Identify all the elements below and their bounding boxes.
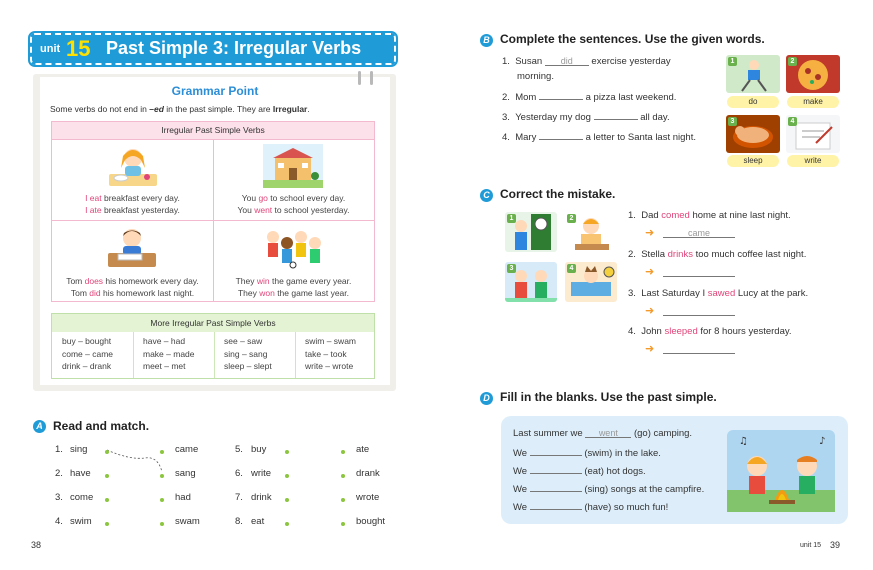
- match-word: eat: [251, 516, 265, 527]
- boy-homework-illustration: [104, 225, 160, 269]
- verb-column: buy – bought come – came drink – drank: [62, 336, 114, 371]
- match-dot[interactable]: [105, 522, 109, 526]
- d-item: Last summer we went (go) camping.: [513, 428, 693, 439]
- match-dot[interactable]: [285, 474, 289, 478]
- verb-column: have – had make – made meet – met: [143, 336, 195, 371]
- clip-icon: [370, 71, 373, 85]
- match-answer: bought: [356, 516, 386, 527]
- unit-number: 15: [66, 36, 91, 61]
- c-item: 4. John sleeped for 8 hours yesterday.: [628, 326, 792, 337]
- b-item: 4. Mary a letter to Santa last night.: [502, 132, 696, 143]
- unit-title: Past Simple 3: Irregular Verbs: [106, 38, 362, 58]
- unit-banner: [30, 33, 396, 65]
- match-dot[interactable]: [341, 498, 345, 502]
- svg-text:♫: ♫: [739, 436, 748, 447]
- section-badge: B: [480, 34, 493, 47]
- section-badge: D: [480, 392, 493, 405]
- campfire-illustration: [727, 430, 835, 512]
- match-dot[interactable]: [341, 474, 345, 478]
- girl-eating-illustration: [107, 144, 159, 188]
- match-word: swim: [70, 516, 92, 527]
- c-item: 3. Last Saturday I sawed Lucy at the park.: [628, 288, 809, 299]
- example-cell: They win the game every year. They won the game last year.: [213, 220, 374, 301]
- answer-blank[interactable]: [530, 446, 582, 456]
- grammar-intro: Some verbs do not end in –ed in the past simple. They are Irregular.: [50, 104, 310, 114]
- arrow-icon: ➜: [645, 305, 655, 317]
- unit-label: unit: [40, 43, 61, 55]
- d-item: We (swim) in the lake.: [513, 448, 661, 459]
- b-item: 2. Mom a pizza last weekend.: [502, 92, 677, 103]
- match-dot[interactable]: [105, 450, 109, 454]
- answer-blank[interactable]: went: [585, 428, 631, 438]
- exercise-picture: 3: [726, 115, 780, 153]
- match-answer: sang: [175, 468, 196, 479]
- d-item: We (have) so much fun!: [513, 502, 669, 513]
- arrow-icon: ➜: [645, 266, 655, 278]
- word-label: do: [727, 96, 779, 108]
- answer-blank[interactable]: [539, 90, 583, 100]
- footer-unit: unit 15: [800, 542, 822, 549]
- section-a-title: Read and match.: [53, 419, 150, 433]
- match-answer: wrote: [356, 492, 380, 503]
- b-item: 3. Yesterday my dog all day.: [502, 112, 670, 123]
- d-item: We (eat) hot dogs.: [513, 466, 646, 477]
- arrow-icon: ➜: [645, 227, 655, 239]
- svg-text:♪: ♪: [819, 436, 826, 447]
- grammar-point-title: Grammar Point: [171, 84, 259, 98]
- match-dot[interactable]: [160, 474, 164, 478]
- verb-column: see – saw sing – sang sleep – slept: [224, 336, 272, 371]
- match-dot[interactable]: [285, 498, 289, 502]
- arrow-icon: ➜: [645, 343, 655, 355]
- section-badge: C: [480, 189, 493, 202]
- match-dot[interactable]: [285, 450, 289, 454]
- correction-blank[interactable]: [663, 344, 735, 354]
- match-dot[interactable]: [160, 450, 164, 454]
- answer-blank[interactable]: [594, 110, 638, 120]
- match-dot[interactable]: [160, 522, 164, 526]
- correction-blank[interactable]: [663, 267, 735, 277]
- match-word: have: [70, 468, 91, 479]
- clip-icon: [358, 71, 361, 85]
- section-badge: A: [33, 420, 46, 433]
- b-item: 1. Susan did exercise yesterday: [502, 56, 671, 67]
- team-winning-illustration: [261, 225, 325, 269]
- more-table-header: More Irregular Past Simple Verbs: [52, 314, 374, 332]
- example-cell: Tom does his homework every day. Tom did his homework last night.: [52, 220, 213, 301]
- match-answer: had: [175, 492, 191, 503]
- match-dot[interactable]: [105, 474, 109, 478]
- word-label: make: [787, 96, 839, 108]
- irregular-table-header: Irregular Past Simple Verbs: [52, 122, 374, 139]
- correction-blank[interactable]: [663, 306, 735, 316]
- answer-blank[interactable]: [530, 482, 582, 492]
- match-dot[interactable]: [285, 522, 289, 526]
- exercise-picture: 4: [565, 262, 617, 302]
- exercise-picture: 2: [786, 55, 840, 93]
- match-word: drink: [251, 492, 272, 503]
- page-number-left: 38: [31, 540, 42, 550]
- c-item: 1. Dad comed home at nine last night.: [628, 210, 791, 221]
- irregular-verbs-table: [51, 121, 375, 302]
- c-item: 2. Stella drinks too much coffee last night.: [628, 249, 807, 260]
- section-b-title: Complete the sentences. Use the given words.: [500, 32, 765, 46]
- match-answer: ate: [356, 444, 370, 455]
- match-dot[interactable]: [341, 522, 345, 526]
- exercise-picture: 3: [505, 262, 557, 302]
- verb-column: swim – swam take – took write – wrote: [305, 336, 357, 371]
- answer-blank[interactable]: [539, 130, 583, 140]
- word-label: write: [787, 155, 839, 167]
- match-dot[interactable]: [341, 450, 345, 454]
- word-label: sleep: [727, 155, 779, 167]
- match-word: come: [70, 492, 94, 503]
- section-d-title: Fill in the blanks. Use the past simple.: [500, 390, 717, 404]
- exercise-picture: 1: [505, 212, 557, 252]
- answer-blank[interactable]: did: [545, 56, 589, 66]
- example-cell: I eat breakfast every day. I ate breakfast yesterday.: [52, 139, 213, 220]
- example-cell: You go to school every day. You went to school yesterday.: [213, 139, 374, 220]
- match-answer: drank: [356, 468, 380, 479]
- match-word: sing: [70, 444, 88, 455]
- answer-blank[interactable]: [530, 464, 582, 474]
- match-dot[interactable]: [160, 498, 164, 502]
- exercise-picture: 4: [786, 115, 840, 153]
- match-answer: swam: [175, 516, 200, 527]
- section-c-title: Correct the mistake.: [500, 187, 616, 201]
- school-illustration: [263, 144, 323, 188]
- exercise-picture: 2: [565, 212, 617, 252]
- match-word: buy: [251, 444, 267, 455]
- answer-blank[interactable]: [530, 500, 582, 510]
- match-answer: came: [175, 444, 199, 455]
- page-number-right: 39: [830, 540, 841, 550]
- correction-blank[interactable]: came: [663, 228, 735, 238]
- grammar-point-card: [40, 77, 390, 385]
- match-dot[interactable]: [105, 498, 109, 502]
- more-irregular-verbs-table: [51, 313, 375, 379]
- d-item: We (sing) songs at the campfire.: [513, 484, 705, 495]
- match-word: write: [251, 468, 272, 479]
- fill-in-panel: [501, 416, 848, 524]
- exercise-picture: 1: [726, 55, 780, 93]
